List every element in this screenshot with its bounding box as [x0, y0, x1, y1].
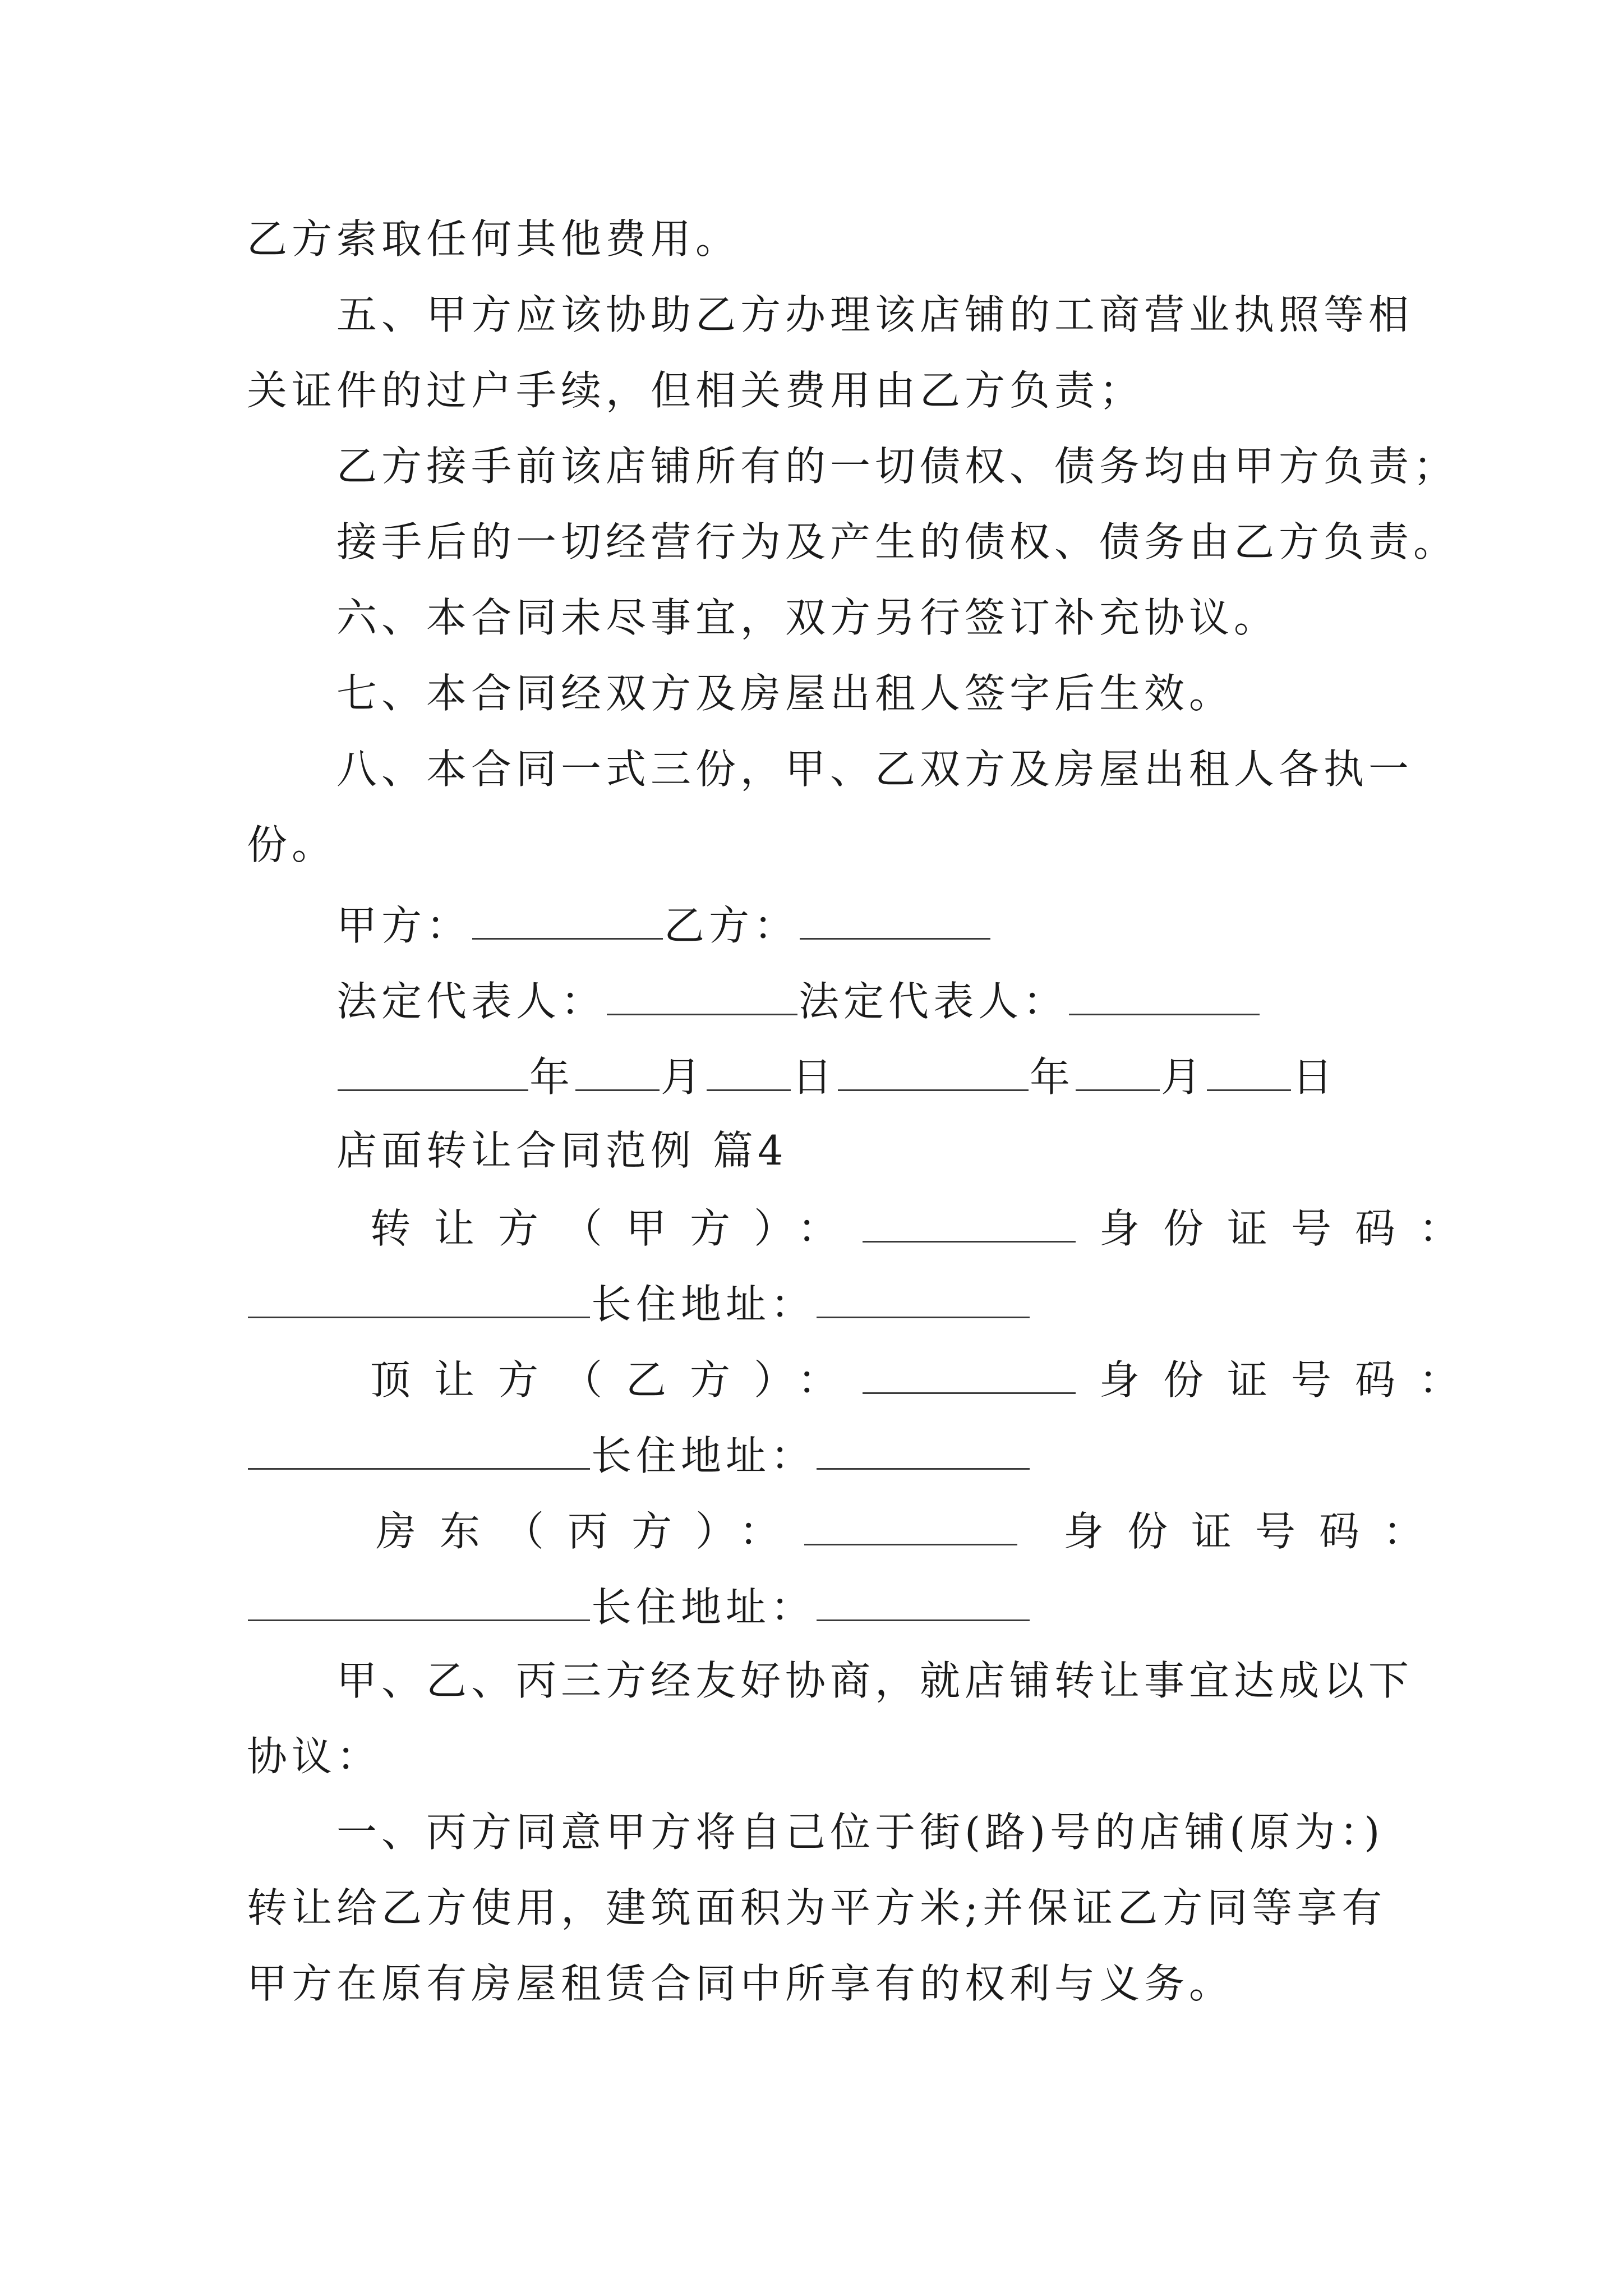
landlord-label: 房东（丙方）：	[376, 1508, 804, 1555]
clause-1-line-2: 转让给乙方使用，建筑面积为平方米;并保证乙方同等享有	[247, 1884, 1387, 1931]
clause-1-line-3: 甲方在原有房屋租赁合同中所享有的权利与义务。	[247, 1960, 1234, 2007]
landlord-row	[376, 1508, 1447, 1555]
party-b-label: 乙方：	[664, 902, 799, 949]
clause-5-line-2: 关证件的过户手续，但相关费用由乙方负责；	[247, 367, 1145, 414]
landlord-address-label: 长住地址：	[591, 1584, 816, 1631]
paragraph-continuation: 乙方索取任何其他费用。	[247, 215, 741, 263]
day-blank-b	[1207, 1055, 1291, 1091]
landlord-address-blank	[817, 1585, 1030, 1621]
rep-a-blank	[607, 979, 797, 1015]
intro-line-2: 协议：	[247, 1733, 382, 1780]
assignee-name-blank	[863, 1358, 1076, 1394]
landlord-address-row	[247, 1584, 1031, 1631]
clause-5-line-1: 五、甲方应该协助乙方办理该店铺的工商营业执照等相	[336, 291, 1414, 338]
clause-1-line-1: 一、丙方同意甲方将自己位于街(路)号的店铺(原为：)	[336, 1809, 1385, 1856]
signature-row-parties	[336, 902, 992, 949]
transferor-address-label: 长住地址：	[591, 1281, 816, 1328]
debt-clause-2: 接手后的一切经营行为及产生的债权、债务由乙方负责。	[336, 518, 1459, 565]
month-blank-b	[1076, 1055, 1160, 1091]
transferor-address-row	[247, 1281, 1031, 1328]
intro-line-1: 甲、乙、丙三方经友好协商，就店铺转让事宜达成以下	[336, 1657, 1414, 1704]
rep-b-label: 法定代表人：	[799, 978, 1068, 1025]
assignee-id-label: 身份证号码：	[1099, 1356, 1483, 1404]
year-label-a: 年	[529, 1053, 575, 1101]
transferor-name-blank	[863, 1206, 1076, 1243]
year-label-b: 年	[1030, 1053, 1075, 1101]
transferor-id-blank	[248, 1282, 590, 1318]
assignee-address-blank	[817, 1433, 1030, 1470]
clause-8-line-1: 八、本合同一式三份，甲、乙双方及房屋出租人各执一	[336, 746, 1414, 793]
year-blank-b	[838, 1055, 1029, 1091]
month-blank-a	[575, 1055, 660, 1091]
transferor-id-label: 身份证号码：	[1099, 1205, 1483, 1252]
landlord-id-label: 身份证号码：	[1063, 1508, 1447, 1555]
clause-8-line-2: 份。	[247, 821, 337, 868]
transferor-label: 转让方（甲方）：	[370, 1205, 862, 1252]
year-blank-a	[338, 1055, 528, 1091]
party-a-blank	[472, 903, 663, 940]
transferor-row	[370, 1205, 1483, 1252]
landlord-name-blank	[804, 1509, 1017, 1545]
rep-b-blank	[1069, 979, 1260, 1015]
transferor-address-blank	[817, 1282, 1030, 1318]
party-a-label: 甲方：	[336, 902, 472, 949]
party-b-blank	[800, 903, 990, 940]
day-label-a: 日	[792, 1053, 837, 1101]
assignee-id-blank	[248, 1433, 590, 1470]
section-title: 店面转让合同范例 篇4	[336, 1127, 788, 1174]
clause-6: 六、本合同未尽事宜，双方另行签订补充协议。	[336, 594, 1279, 641]
assignee-address-row	[247, 1432, 1031, 1479]
signature-row-representatives	[336, 978, 1261, 1025]
debt-clause-1: 乙方接手前该店铺所有的一切债权、债务均由甲方负责；	[336, 443, 1459, 490]
signature-row-dates	[336, 1053, 1338, 1101]
landlord-id-blank	[248, 1585, 590, 1621]
assignee-label: 顶让方（乙方）：	[370, 1356, 862, 1404]
assignee-address-label: 长住地址：	[591, 1432, 816, 1479]
assignee-row	[370, 1356, 1483, 1404]
day-blank-a	[707, 1055, 791, 1091]
month-label-a: 月	[661, 1053, 706, 1101]
day-label-b: 日	[1292, 1053, 1338, 1101]
rep-a-label: 法定代表人：	[336, 978, 606, 1025]
month-label-b: 月	[1161, 1053, 1206, 1101]
clause-7: 七、本合同经双方及房屋出租人签字后生效。	[336, 670, 1234, 717]
